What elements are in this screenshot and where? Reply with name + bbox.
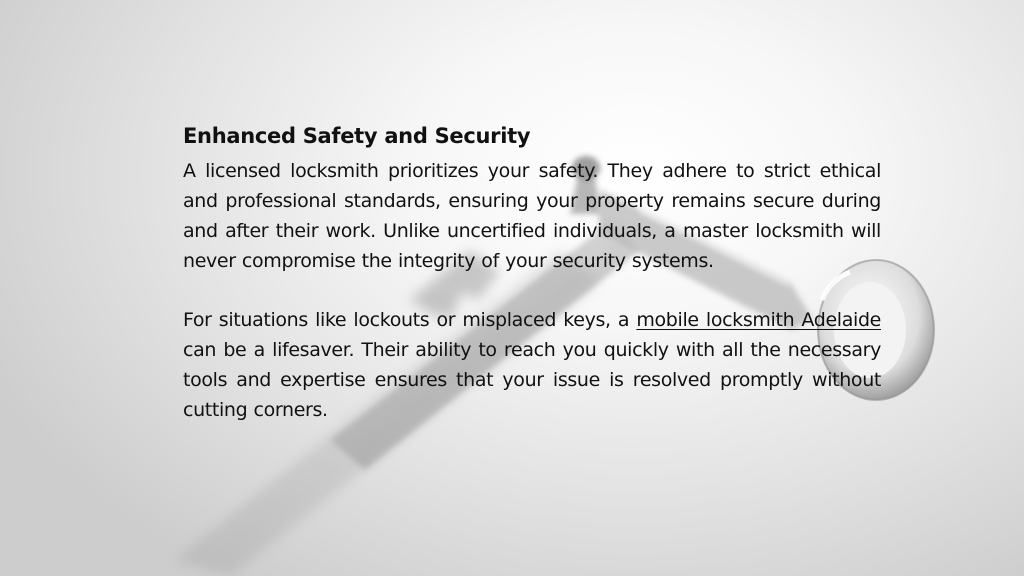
mobile-locksmith-link[interactable]: mobile locksmith Adelaide [636,309,882,331]
paragraph-safety: A licensed locksmith prioritizes your safety. They adhere to strict ethical and professional standards, ensuring your property remains secure during and after their work. Unlike uncertified individuals, a master locksmith will never compromise the integrity of your security systems. [183,160,881,272]
paragraph-text-after-link: can be a lifesaver. Their ability to reach you quickly with all the necessary tools and expertise ensures that your issue is resolved promptly without cutting corners. [183,339,881,421]
paragraph-text-before-link: For situations like lockouts or misplaced keys, a [183,309,637,331]
paragraph-mobile-locksmith [183,305,881,425]
section-heading: Enhanced Safety and Security [183,124,531,148]
content-block [183,122,881,425]
